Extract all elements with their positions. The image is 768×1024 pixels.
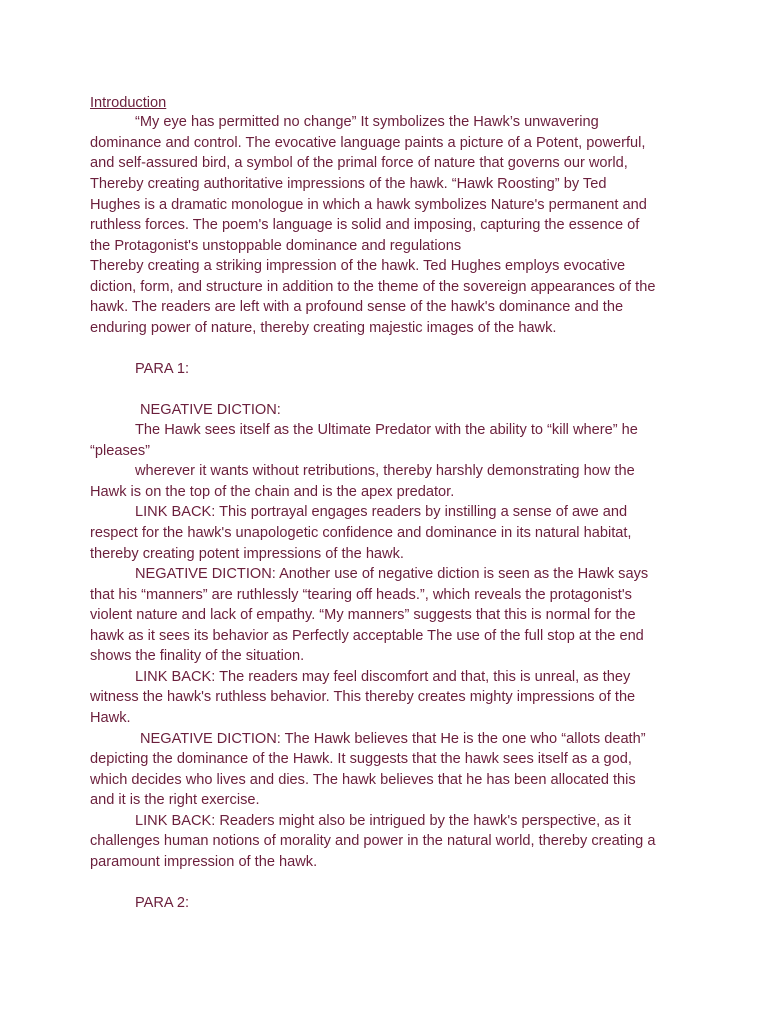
text-line: “My eye has permitted no change” It symbolizes the Hawk’s unwavering: [135, 114, 599, 130]
text-line: diction, form, and structure in addition to the theme of the sovereign appearances of the: [90, 279, 656, 295]
text-line: paramount impression of the hawk.: [90, 854, 318, 870]
text-line: dominance and control. The evocative language paints a picture of a Potent, powerful,: [90, 135, 646, 151]
text-line: that his “manners” are ruthlessly “tearing off heads.”, which reveals the protagonist's: [90, 587, 632, 603]
text-line: wherever it wants without retributions, thereby harshly demonstrating how the: [135, 463, 635, 479]
text-line: hawk. The readers are left with a profound sense of the hawk's dominance and the: [90, 299, 624, 315]
text-line: The Hawk sees itself as the Ultimate Predator with the ability to “kill where” he: [135, 422, 638, 438]
text-line: violent nature and lack of empathy. “My manners” suggests that this is normal for the: [90, 607, 636, 623]
text-line: and it is the right exercise.: [90, 792, 260, 808]
text-line: NEGATIVE DICTION: Another use of negative diction is seen as the Hawk says: [135, 566, 649, 582]
text-line: enduring power of nature, thereby creating majestic images of the hawk.: [90, 320, 557, 336]
text-line: Hawk.: [90, 710, 131, 726]
text-line: witness the hawk's ruthless behavior. This thereby creates mighty impressions of the: [90, 689, 636, 705]
section-heading-para-1: PARA 1:: [135, 361, 190, 377]
text-line: “pleases”: [90, 443, 151, 459]
text-line: LINK BACK: Readers might also be intrigued by the hawk's perspective, as it: [135, 813, 631, 829]
text-line: Thereby creating a striking impression of the hawk. Ted Hughes employs evocative: [90, 258, 626, 274]
text-line: Hawk is on the top of the chain and is the apex predator.: [90, 484, 455, 500]
subheading-negative-diction: NEGATIVE DICTION:: [140, 402, 281, 418]
text-line: thereby creating potent impressions of the hawk.: [90, 546, 404, 562]
text-line: and self-assured bird, a symbol of the primal force of nature that governs our world,: [90, 155, 628, 171]
text-line: hawk as it sees its behavior as Perfectly acceptable The use of the full stop at the end: [90, 628, 644, 644]
section-heading-para-2: PARA 2:: [135, 895, 190, 911]
text-line: shows the finality of the situation.: [90, 648, 305, 664]
text-line: which decides who lives and dies. The hawk believes that he has been allocated this: [90, 772, 636, 788]
text-line: NEGATIVE DICTION: The Hawk believes that He is the one who “allots death”: [140, 731, 646, 747]
text-line: challenges human notions of morality and power in the natural world, thereby creating a: [90, 833, 656, 849]
text-line: LINK BACK: The readers may feel discomfort and that, this is unreal, as they: [135, 669, 631, 685]
text-line: LINK BACK: This portrayal engages readers by instilling a sense of awe and: [135, 504, 628, 520]
section-heading-introduction: Introduction: [90, 95, 167, 111]
text-line: respect for the hawk's unapologetic confidence and dominance in its natural habitat,: [90, 525, 632, 541]
text-line: the Protagonist's unstoppable dominance and regulations: [90, 238, 462, 254]
text-line: depicting the dominance of the Hawk. It suggests that the hawk sees itself as a god,: [90, 751, 632, 767]
text-line: ruthless forces. The poem's language is solid and imposing, capturing the essence of: [90, 217, 640, 233]
text-line: Thereby creating authoritative impressions of the hawk. “Hawk Roosting” by Ted: [90, 176, 607, 192]
text-line: Hughes is a dramatic monologue in which a hawk symbolizes Nature's permanent and: [90, 197, 647, 213]
